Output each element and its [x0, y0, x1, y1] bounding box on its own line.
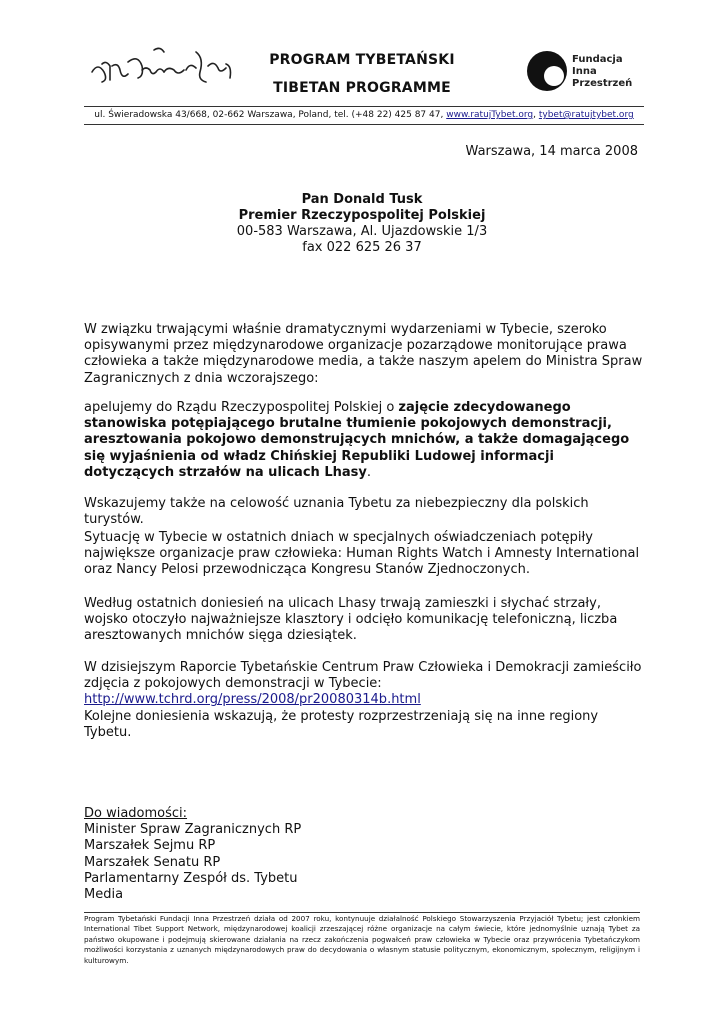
cc-recipient: Marszałek Senatu RP — [84, 854, 221, 870]
cc-list — [84, 806, 384, 903]
org-name-english: TIBETAN PROGRAMME — [273, 80, 451, 96]
addressee-name: Pan Donald Tusk — [301, 192, 423, 207]
paragraph-3: Wskazujemy także na celowość uznania Tybetu za niebezpieczny dla polskich turystów. — [84, 496, 589, 528]
header-divider-top — [84, 106, 644, 107]
letter-date: Warszawa, 14 marca 2008 — [465, 144, 638, 159]
paragraph-6-text: W dzisiejszym Raporcie Tybetańskie Centrum Praw Człowieka i Demokracji zamieściło zdjęcia z pokojowych demonstracji w Tybecie: — [84, 660, 646, 692]
contact-separator: , — [533, 110, 536, 120]
cc-recipient: Marszałek Sejmu RP — [84, 838, 216, 854]
email-link[interactable]: tybet@ratujtybet.org — [538, 110, 634, 120]
addressee-title: Premier Rzeczypospolitej Polskiej — [238, 208, 486, 223]
fundacja-logo-line3: Przestrzeń — [572, 78, 633, 89]
contact-address: ul. Świeradowska 43/668, 02-662 Warszawa, Poland, tel. (+48 22) 425 87 47, — [94, 110, 444, 120]
cc-recipient: Minister Spraw Zagranicznych RP — [84, 822, 302, 838]
paragraph-6 — [84, 660, 644, 709]
cc-recipient: Media — [84, 887, 124, 903]
program-logo — [84, 42, 244, 92]
fundacja-logo-line1: Fundacja — [572, 54, 623, 65]
addressee-street: 00-583 Warszawa, Al. Ujazdowskie 1/3 — [236, 224, 488, 239]
tchrd-report-link[interactable]: http://www.tchrd.org/press/2008/pr20080314b.html — [84, 692, 421, 708]
website-link[interactable]: www.ratujTybet.org — [446, 110, 534, 120]
paragraph-4: Sytuację w Tybecie w ostatnich dniach w specjalnych oświadczeniach potępiły największe organizacje praw człowieka: Human Rights Watch i Amnesty International oraz Nancy Pelosi przewodnicząca Kongresu Stanów Zjednoczonych. — [84, 530, 640, 578]
footer-text: Program Tybetański Fundacji Inna Przestrzeń działa od 2007 roku, kontynuuje działalność Polskiego Stowarzyszenia Przyjaciół Tybetu; jest członkiem International Tibet Support Network, międzynarodowej koalicji zrzeszającej różne organizacje na całym świecie, które jednomyślnie uznają Tybet za państwo okupowane i podejmują skierowane działania na rzecz zakończenia pogwałceń praw człowieka w Tybecie oraz przywrócenia Tybetańczykom możliwości korzystania z uznanych międzynarodowych praw do decydowania o własnym statusie politycznym, ekonomicznym, społecznym, religijnym i kulturowym. — [84, 914, 640, 965]
paragraph-2-end: . — [366, 464, 371, 480]
contact-line — [84, 110, 644, 120]
fundacja-logo — [524, 46, 634, 96]
header-divider-bottom — [84, 124, 644, 125]
footer-divider — [84, 912, 640, 913]
paragraph-2-appeal: zajęcie zdecydowanego stanowiska potępiającego brutalne tłumienie pokojowych demonstracji, aresztowania pokojowo demonstrujących mnichów, a także domagającego się wyjaśnienia od władz Chińskiej Republiki Ludowej informacji dotyczących strzałów na ulicach Lhasy — [84, 400, 630, 480]
fundacja-circle-icon — [524, 48, 570, 94]
addressee-fax: fax 022 625 26 37 — [302, 240, 422, 255]
fundacja-logo-line2: Inna — [572, 66, 597, 77]
org-name-polish: PROGRAM TYBETAŃSKI — [269, 52, 455, 68]
paragraph-5: Według ostatnich doniesień na ulicach Lhasy trwają zamieszki i słychać strzały, wojsko otoczyło najważniejsze klasztory i odcięło komunikację telefoniczną, liczba aresztowanych mnichów sięga dziesiątek. — [84, 596, 618, 644]
paragraph-2-intro: apelujemy do Rządu Rzeczypospolitej Polskiej o — [84, 400, 399, 415]
cc-recipient: Parlamentarny Zespół ds. Tybetu — [84, 870, 298, 886]
tibetan-script-logo — [84, 42, 244, 92]
paragraph-7: Kolejne doniesienia wskazują, że protesty rozprzestrzeniają się na inne regiony Tybetu. — [84, 709, 599, 741]
paragraph-1: W związku trwającymi właśnie dramatycznymi wydarzeniami w Tybecie, szeroko opisywanymi przez międzynarodowe organizacje pozarządowe monitorujące prawa człowieka a także międzynarodowe media, a także naszym apelem do Ministra Spraw Zagranicznych z dnia wczorajszego: — [84, 322, 643, 386]
cc-heading: Do wiadomości: — [84, 806, 188, 821]
paragraph-2 — [84, 400, 644, 481]
